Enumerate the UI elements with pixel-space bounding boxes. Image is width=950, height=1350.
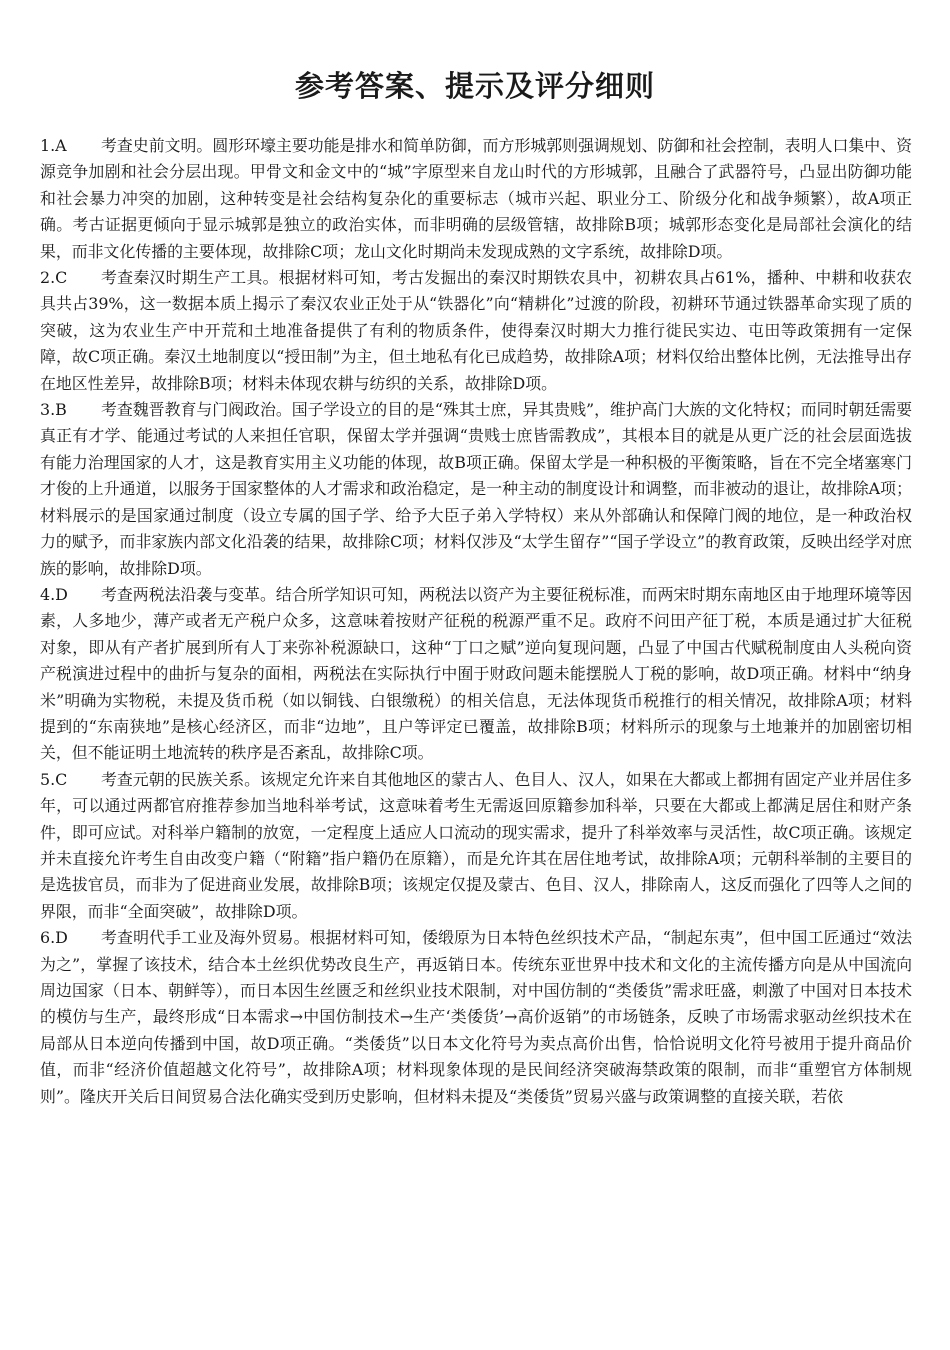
- answer-explanation: 考查史前文明。圆形环壕主要功能是排水和简单防御，而方形城郭则强调规划、防御和社会控制，表明人口集中、资源竞争加剧和社会分层出现。甲骨文和金文中的“城”字原型来自龙山时代的方形城郭，且融合了武器符号，凸显出防御功能和社会暴力冲突的加剧，这种转变是社会结构复杂化的重要标志（城市兴起、职业分工、阶级分化和战争频繁），故A项正确。考古证据更倾向于显示城郭是独立的政治实体，而非明确的层级管辖，故排除B项；城郭形态变化是局部社会演化的结果，而非文化传播的主要体现，故排除C项；龙山文化时期尚未发现成熟的文字系统，故排除D项。: [40, 136, 912, 261]
- answer-choice: C: [55, 268, 68, 288]
- page-bottom-margin: [0, 1273, 950, 1350]
- answer-number: 2.: [40, 268, 56, 288]
- answer-explanation: 考查秦汉时期生产工具。根据材料可知，考古发掘出的秦汉时期铁农具中，初耕农具占61%，播种、中耕和收获农具共占39%，这一数据本质上揭示了秦汉农业正处于从“铁器化”向“精耕化”过渡的阶段，初耕环节通过铁器革命实现了质的突破，这为农业生产中开荒和土地准备提供了有利的物质条件，使得秦汉时期大力推行徙民实边、屯田等政策拥有一定保障，故C项正确。秦汉土地制度以“授田制”为主，但土地私有化已成趋势，故排除A项；材料仅给出整体比例，无法推导出存在地区性差异，故排除B项；材料未体现农耕与纺织的关系，故排除D项。: [40, 268, 912, 393]
- answer-number: 3.: [40, 400, 56, 420]
- answer-choice: D: [55, 584, 68, 604]
- answer-choice: B: [55, 400, 67, 420]
- answer-item-1: [40, 133, 912, 265]
- answer-item-6: [40, 925, 912, 1110]
- answer-explanation: 考查明代手工业及海外贸易。根据材料可知，倭缎原为日本特色丝织技术产品，“制起东夷”，但中国工匠通过“效法为之”，掌握了该技术，结合本土丝织优势改良生产，再返销日本。传统东亚世界中技术和文化的主流传播方向是从中国流向周边国家（日本、朝鲜等），而日本因生丝匮乏和丝织业技术限制，对中国仿制的“类倭货”需求旺盛，刺激了中国对日本技术的模仿与生产，最终形成“日本需求→中国仿制技术→生产‘类倭货’→高价返销”的市场链条，反映了市场需求驱动丝织技术在局部从日本逆向传播到中国，故D项正确。“类倭货”以日本文化符号为卖点高价出售，恰恰说明文化符号被用于提升商品价值，而非“经济价值超越文化符号”，故排除A项；材料现象体现的是民间经济突破海禁政策的限制，而非“重塑官方体制规则”。隆庆开关后日间贸易合法化确实受到历史影响，但材料未提及“类倭货”贸易兴盛与政策调整的直接关联，若依: [40, 928, 912, 1106]
- answer-explanation: 考查两税法沿袭与变革。结合所学知识可知，两税法以资产为主要征税标准，而两宋时期东南地区由于地理环境等因素，人多地少，薄产或者无产税户众多，这意味着按财产征税的税源严重不足。政府不问田产征丁税，本质是通过扩大征税对象，即从有产者扩展到所有人丁来弥补税源缺口，这种“丁口之赋”逆向复现问题，凸显了中国古代赋税制度由人头税向资产税演进过程中的曲折与复杂的面相，两税法在实际执行中囿于财政问题未能摆脱人丁税的影响，故D项正确。材料中“纳身米”明确为实物税，未提及货币税（如以铜钱、白银缴税）的相关信息，无法体现货币税推行的相关情况，故排除A项；材料提到的“东南狭地”是核心经济区，而非“边地”，且户等评定已覆盖，故排除B项；材料所示的现象与土地兼并的加剧密切相关，但不能证明土地流转的秩序是否紊乱，故排除C项。: [40, 584, 912, 763]
- answer-explanation: 考查魏晋教育与门阀政治。国子学设立的目的是“殊其士庶，异其贵贱”，维护高门大族的文化特权；而同时朝廷需要真正有才学、能通过考试的人来担任官职，保留太学并强调“贵贱士庶皆需教成”，其根本目的就是从更广泛的社会层面选拔有能力治理国家的人才，这是教育实用主义功能的体现，故B项正确。保留太学是一种积极的平衡策略，旨在不完全堵塞寒门才俊的上升通道，以服务于国家整体的人才需求和政治稳定，是一种主动的制度设计和调整，而非被动的退让，故排除A项；材料展示的是国家通过制度（设立专属的国子学、给予大臣子弟入学特权）来从外部确认和保障门阀的地位，是一种政治权力的赋予，而非家族内部文化沿袭的结果，故排除C项；材料仅涉及“太学生留存”“国子学设立”的教育政策，反映出经学对庶族的影响，故排除D项。: [40, 400, 912, 578]
- answer-item-4: [40, 582, 912, 767]
- answer-number: 6.: [40, 928, 56, 948]
- answer-item-2: [40, 265, 912, 397]
- answer-number: 4.: [40, 584, 56, 604]
- answer-item-5: [40, 767, 912, 925]
- answer-explanation: 考查元朝的民族关系。该规定允许来自其他地区的蒙古人、色目人、汉人，如果在大都或上都拥有固定产业并居住多年，可以通过两都官府推荐参加当地科举考试，这意味着考生无需返回原籍参加科举，只要在大都或上都满足居住和财产条件，即可应试。对科举户籍制的放宽，一定程度上适应人口流动的现实需求，提升了科举效率与灵活性，故C项正确。该规定并未直接允许考生自由改变户籍（“附籍”指户籍仍在原籍），而是允许其在居住地考试，故排除A项；元朝科举制的主要目的是选拔官员，而非为了促进商业发展，故排除B项；该规定仅提及蒙古、色目、汉人，排除南人，这反而强化了四等人之间的界限，而非“全面突破”，故排除D项。: [40, 769, 912, 921]
- page-title: 参考答案、提示及评分细则: [294, 69, 655, 103]
- answer-choice: C: [55, 769, 68, 789]
- answer-choice: A: [55, 136, 67, 155]
- answer-number: 1.: [40, 136, 56, 155]
- answer-list: [40, 133, 912, 1110]
- answer-number: 5.: [40, 769, 56, 789]
- answer-choice: D: [55, 928, 68, 948]
- answer-item-3: [40, 397, 912, 582]
